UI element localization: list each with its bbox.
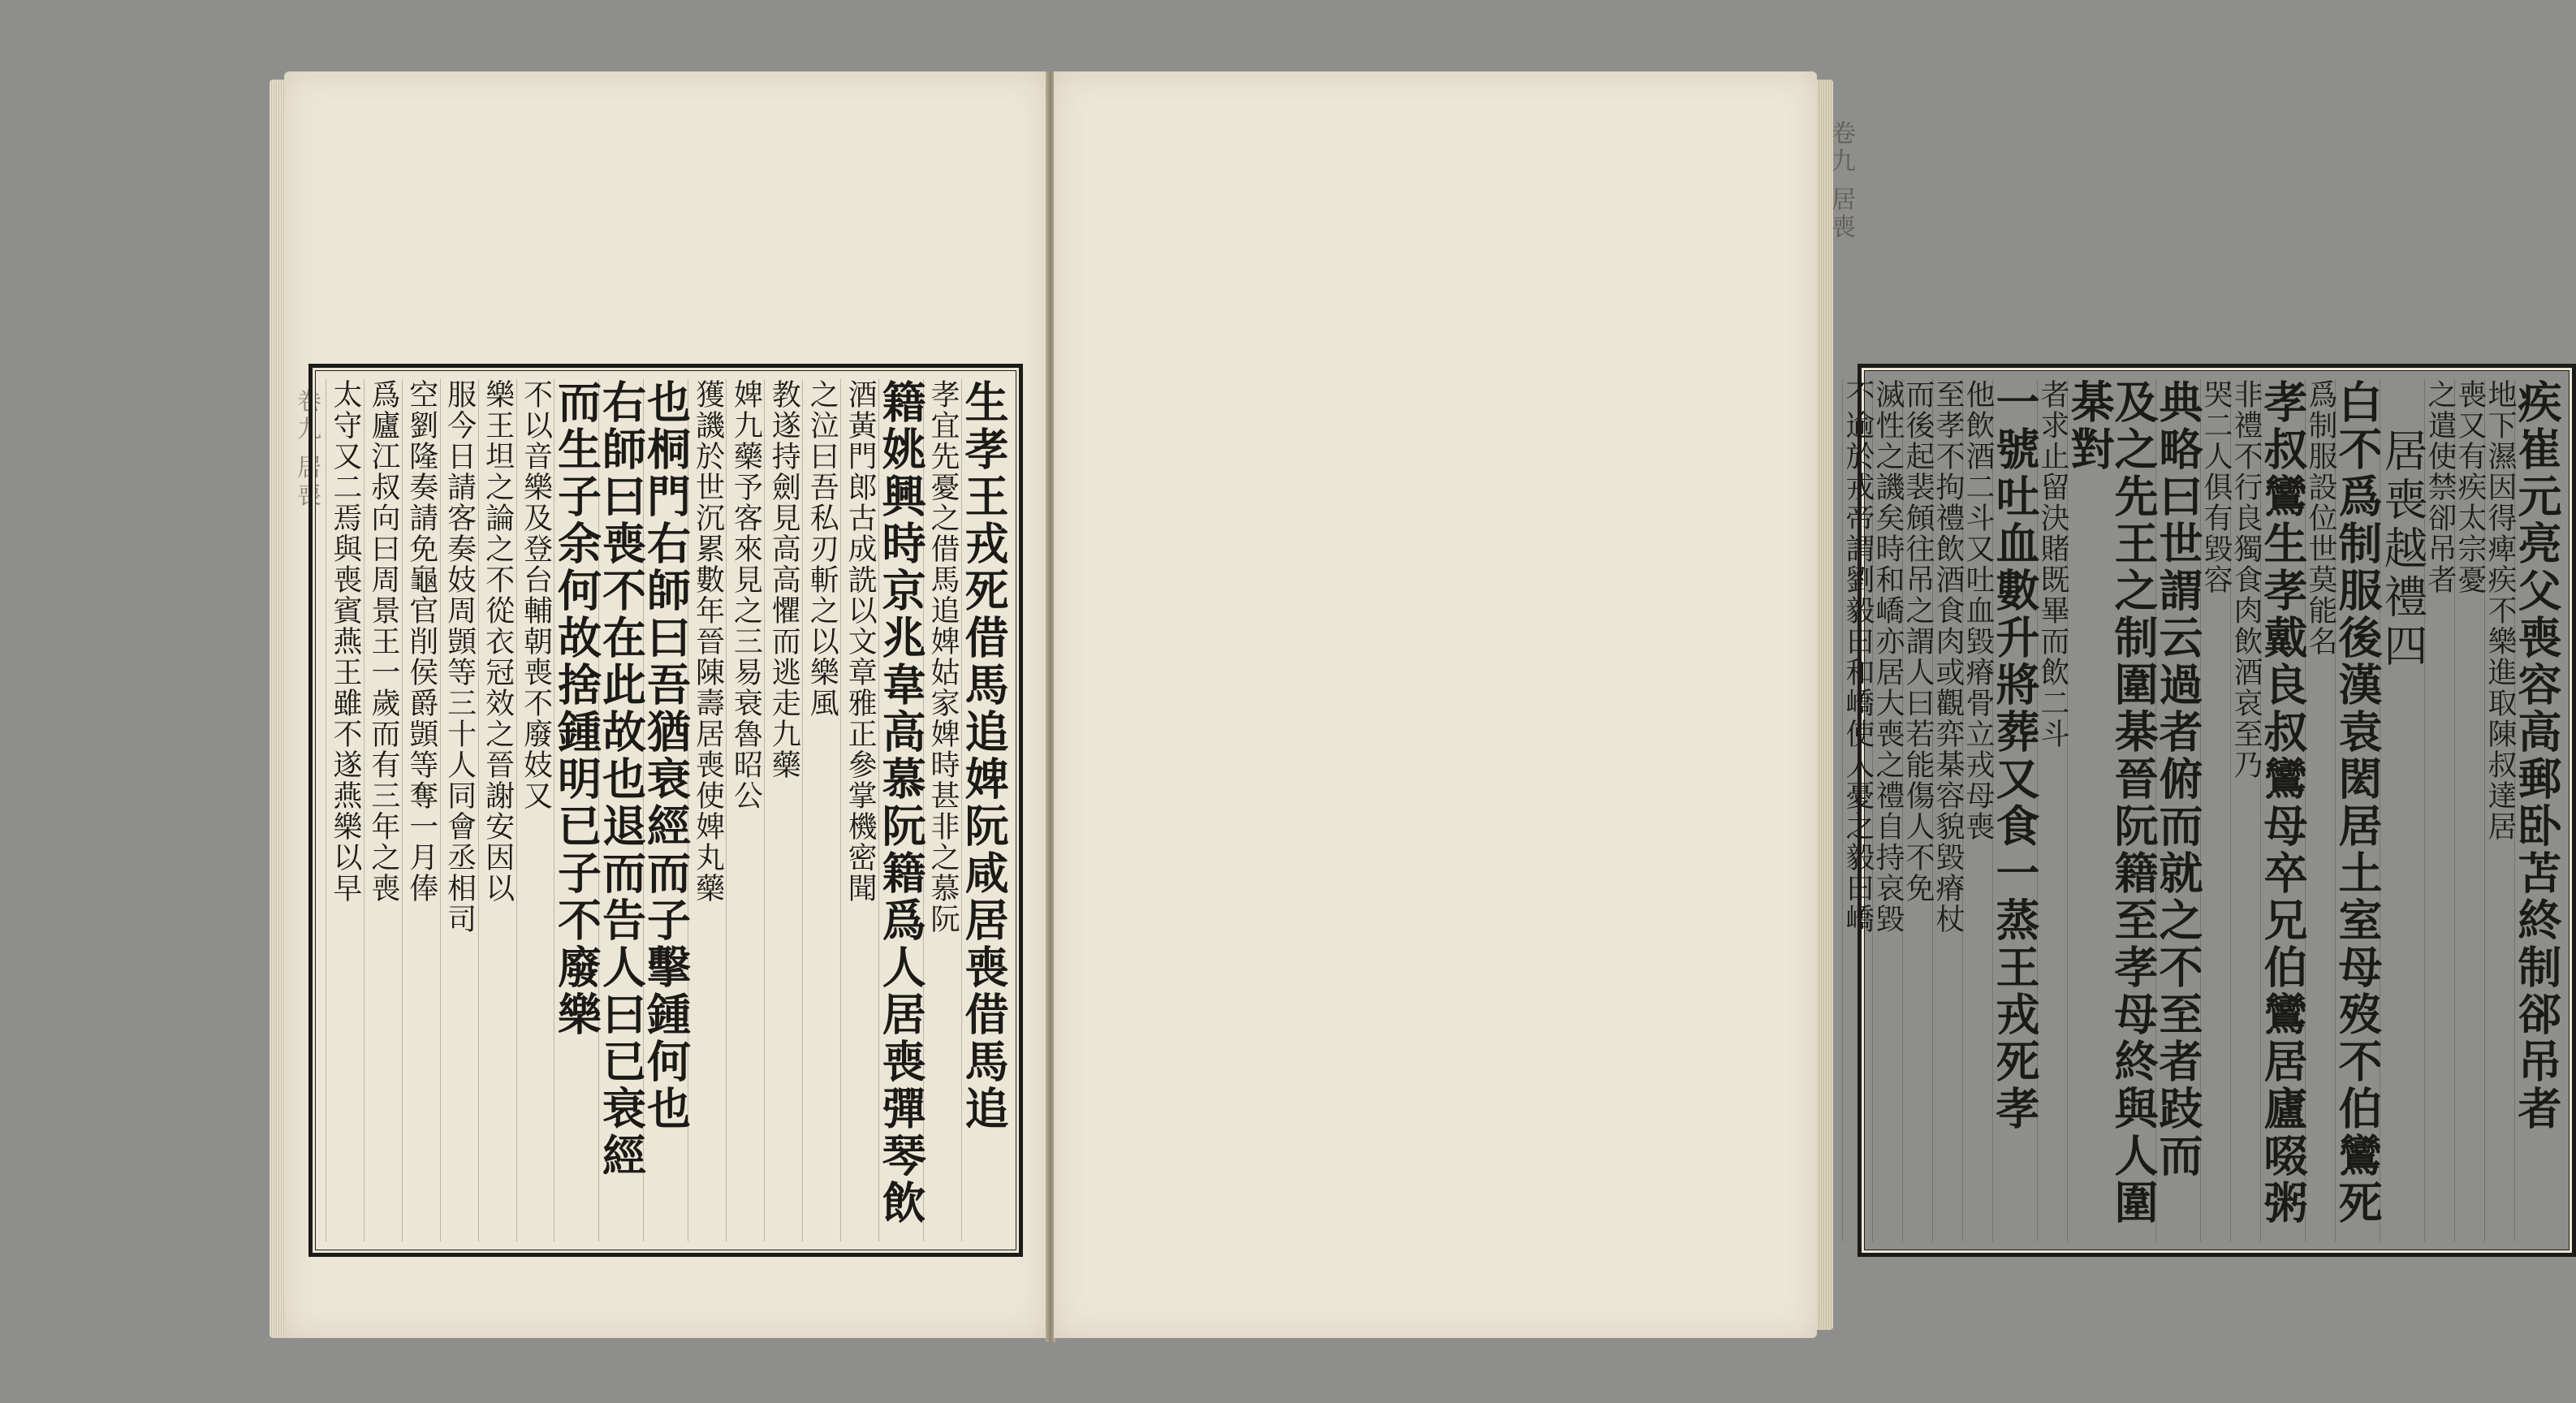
- text-column: 酒黃門郎古成詵以文章雅正參掌機密聞: [840, 379, 878, 1241]
- text-column: 喪又有疾太宗憂: [2454, 379, 2484, 1241]
- text-column: 而後起裴頠往吊之謂人曰若能傷人不免: [1902, 379, 1932, 1241]
- text-column: 也桐門右師曰吾猶衰經而子擊鍾何也: [643, 379, 688, 1241]
- right-text-block: [1841, 364, 2576, 1257]
- text-column: 籍姚興時京兆韋高慕阮籍爲人居喪彈琴飲: [878, 379, 923, 1241]
- text-column: 之遣使禁卻吊者: [2424, 379, 2454, 1241]
- text-column: 孝宜先憂之借馬追婢姑家婢時甚非之慕阮: [923, 379, 961, 1241]
- text-column: 樂王坦之論之不從衣冠效之晉謝安因以: [478, 379, 516, 1241]
- right-columns: [1841, 379, 2563, 1241]
- text-column: 婢九藥予客來見之三易衰魯昭公: [726, 379, 764, 1241]
- text-column: 者求止留決賭既畢而飲二斗: [2037, 379, 2067, 1241]
- text-column: 不以音樂及登台輔朝喪不廢妓又: [516, 379, 554, 1241]
- left-text-block: [309, 364, 1023, 1257]
- text-column: 典略曰世謂云過者俯而就之不至者跂而: [2155, 379, 2200, 1241]
- text-column: 而生子余何故捨鍾明已子不廢樂: [554, 379, 598, 1241]
- text-column: 滅性之譏矣時和嶠亦居大喪之禮自持哀毀: [1872, 379, 1902, 1241]
- text-column: 爲廬江叔向曰周景王一歲而有三年之喪: [364, 379, 402, 1241]
- text-column: 右師曰喪不在此故也退而告人曰已衰經: [598, 379, 643, 1241]
- text-column: 孝叔鸞生孝戴良叔鸞母卒兄伯鸞居廬啜粥: [2260, 379, 2305, 1241]
- text-column: 非禮不行良獨食肉飲酒哀至乃: [2230, 379, 2260, 1241]
- text-column: 不逾於戎帝謂劉毅曰和嶠使人憂之毅曰嶠: [1842, 379, 1872, 1241]
- text-column: 一號吐血數升將葬又食一蒸王戎死孝: [1992, 379, 2037, 1241]
- text-column: 哭二人俱有毀容: [2200, 379, 2230, 1241]
- text-column: 疾崔元亮父喪容高郵卧苫終制郤吊者: [2514, 379, 2559, 1241]
- text-column: 獲譏於世沉累數年晉陳壽居喪使婢丸藥: [688, 379, 726, 1241]
- text-column: 爲制服設位世莫能名: [2305, 379, 2335, 1241]
- text-column: 空劉隆奏請免龜官削侯爵顗等奪一月俸: [402, 379, 440, 1241]
- right-margin-label: 卷九 居喪: [1827, 120, 1855, 242]
- text-column: 地下濕因得痺疾不樂進取陳叔達居: [2484, 379, 2514, 1241]
- text-column: 教遂持劍見高高懼而逃走九藥: [764, 379, 802, 1241]
- left-margin-label: 卷九 居喪: [292, 388, 321, 510]
- text-column: 他飲酒二斗又吐血毀瘠骨立戎母喪: [1962, 379, 1992, 1241]
- text-column: 至孝不拘禮飲酒食肉或觀弈棊容貌毀瘠杖: [1932, 379, 1962, 1241]
- text-column: 太守又二焉與喪賓燕王雖不遂燕樂以早: [326, 379, 364, 1241]
- text-column: 及之先王之制圍棊晉阮籍至孝母終與人圍棊對: [2067, 379, 2155, 1241]
- left-columns: [326, 379, 1010, 1241]
- text-column: 居喪越禮四: [2380, 379, 2424, 1241]
- text-column: 之泣曰吾私刃斬之以樂風: [802, 379, 840, 1241]
- text-column: 白不爲制服後漢袁閎居土室母歿不伯鸞死: [2335, 379, 2380, 1241]
- text-column: 生孝王戎死借馬追婢阮咸居喪借馬追: [961, 379, 1006, 1241]
- text-column: 服今日請客奏妓周顗等三十人同會丞相司: [440, 379, 478, 1241]
- open-book: [284, 71, 2563, 1362]
- left-page: [284, 71, 1047, 1338]
